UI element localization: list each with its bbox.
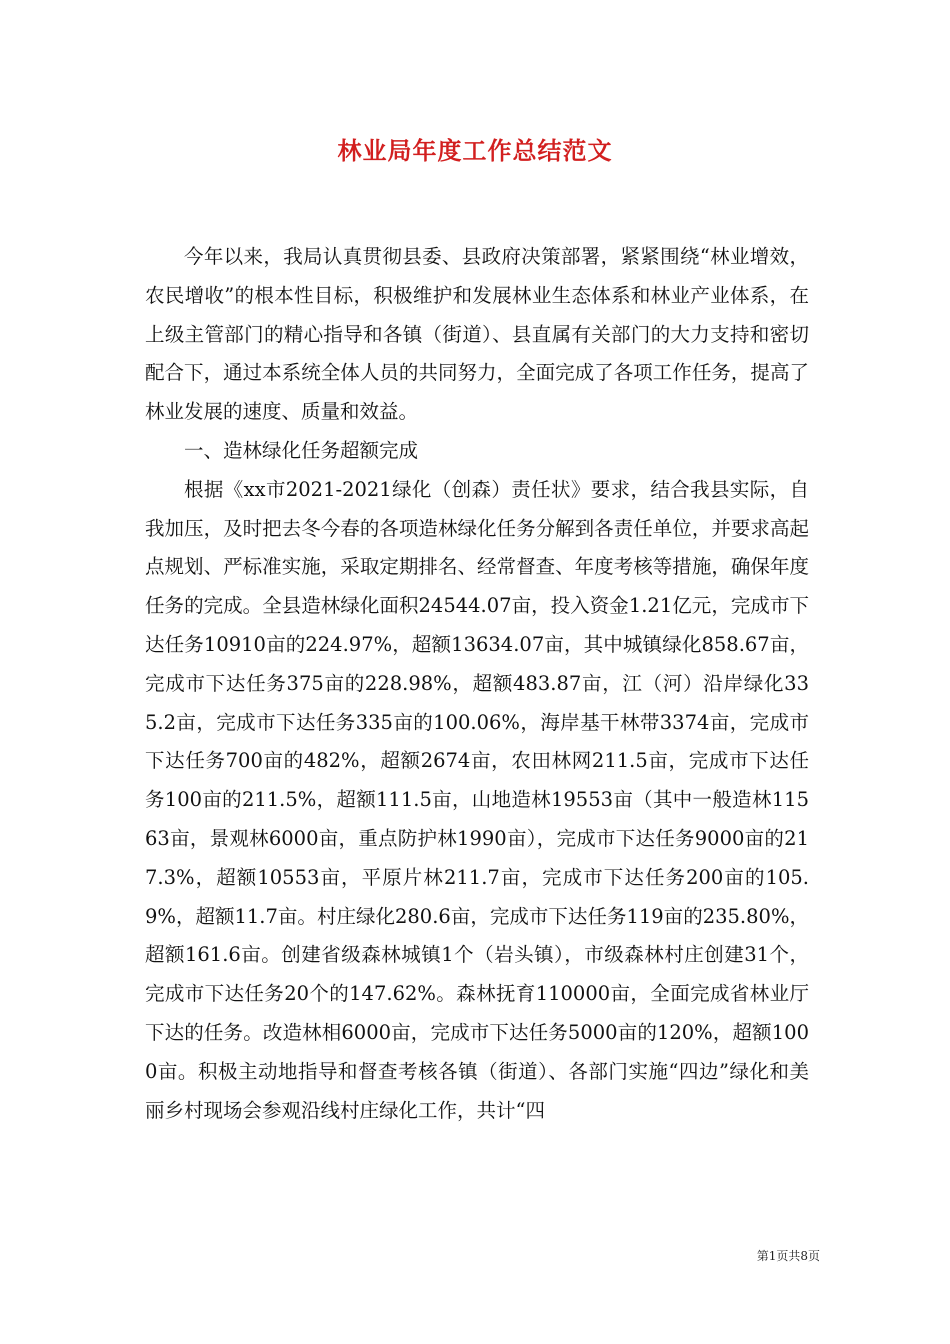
document-body — [145, 238, 809, 1130]
section-heading: 一、造林绿化任务超额完成 — [184, 438, 419, 462]
section-paragraph: 根据《xx市2021-2021绿化（创森）责任状》要求，结合我县实际，自我加压，及时把去冬今春的各项造林绿化任务分解到各责任单位，并要求高起点规划、严标准实施，采取定期排名、经常督查、年度考核等措施，确保年度任务的完成。全县造林绿化面积24544.07亩，投入资金1.21亿元，完成市下达任务10910亩的224.97%，超额13634.07亩，其中城镇绿化858.67亩，完成市下达任务375亩的228.98%，超额483.87亩，江（河）沿岸绿化335.2亩，完成市下达任务335亩的100.06%，海岸基干林带3374亩，完成市下达任务700亩的482%，超额2674亩，农田林网211.5亩，完成市下达任务100亩的211.5%，超额111.5亩，山地造林19553亩（其中一般造林11563亩，景观林6000亩，重点防护林1990亩），完成市下达任务9000亩的217.3%，超额10553亩，平原片林211.7亩，完成市下达任务200亩的105.9%，超额11.7亩。村庄绿化280.6亩，完成市下达任务119亩的235.80%，超额161.6亩。创建省级森林城镇1个（岩头镇），市级森林村庄创建31个，完成市下达任务20个的147.62%。森林抚育110000亩，全面完成省林业厅下达的任务。改造林相6000亩，完成市下达任务5000亩的120%，超额1000亩。积极主动地指导和督查考核各镇（街道）、各部门实施“四边”绿化和美丽乡村现场会参观沿线村庄绿化工作，共计“四 — [145, 477, 809, 1122]
page-number: 第1页共8页 — [756, 1249, 820, 1263]
intro-paragraph: 今年以来，我局认真贯彻县委、县政府决策部署，紧紧围绕“林业增效，农民增收”的根本性目标，积极维护和发展林业生态体系和林业产业体系，在上级主管部门的精心指导和各镇（街道）、县直属有关部门的大力支持和密切配合下，通过本系统全体人员的共同努力，全面完成了各项工作任务，提高了林业发展的速度、质量和效益。 — [145, 245, 809, 424]
document-title: 林业局年度工作总结范文 — [337, 136, 613, 165]
